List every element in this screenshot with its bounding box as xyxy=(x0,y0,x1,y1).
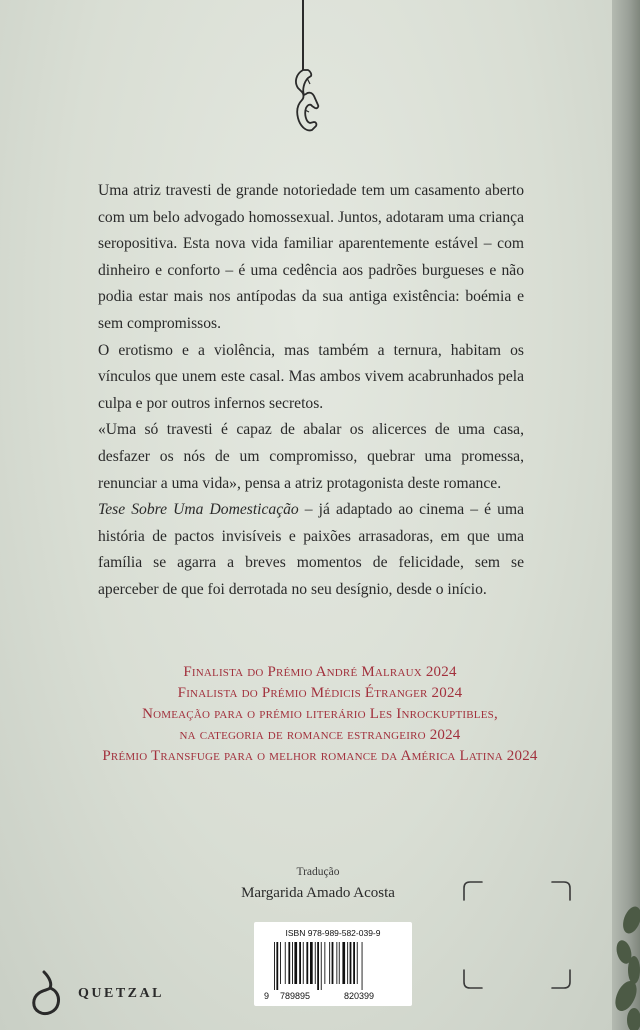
award-line: Finalista do Prémio Médicis Étranger 2024 xyxy=(177,685,463,701)
plant-leaves-icon xyxy=(612,900,640,1030)
barcode-digit-group-1: 789895 xyxy=(280,991,311,1001)
award-line: na categoria de romance estrangeiro 2024 xyxy=(179,727,461,743)
telephone-handset-icon xyxy=(290,68,320,134)
barcode-bar xyxy=(336,942,337,984)
barcode-bar xyxy=(292,942,293,984)
barcode-bar xyxy=(280,942,281,984)
translation-label: Tradução xyxy=(296,866,340,878)
synopsis-paragraph-4 xyxy=(98,497,524,603)
quetzal-logo-icon xyxy=(30,970,62,1016)
synopsis-paragraph-2: O erotismo e a violência, mas também a ternura, habitam os vínculos que unem este casal. Mas ambos vivem acabrunhados pela culpa e por outros infernos secretos. xyxy=(98,341,524,412)
synopsis-paragraph-1: Uma atriz travesti de grande notoriedade tem um casamento aberto com um belo advogado homossexual. Juntos, adotaram uma criança seropositiva. Esta nova vida familiar aparentemente estável – com dinheiro e conforto – é uma cedência aos padrões burgueses e não podia estar mais nos antípodas da sua antiga existência: boémia e sem compromissos. xyxy=(98,182,524,332)
barcode-bar xyxy=(353,942,355,984)
barcode-bar xyxy=(315,942,316,984)
barcode-bar xyxy=(288,942,290,984)
barcode-bar xyxy=(329,942,330,984)
awards-list xyxy=(80,662,560,767)
barcode-bar xyxy=(310,942,313,984)
barcode-bar xyxy=(339,942,340,984)
barcode-digit-group-2: 820399 xyxy=(344,991,375,1001)
synopsis-paragraph-3: «Uma só travesti é capaz de abalar os alicerces de uma casa, desfazer os nós de um compromisso, quebrar uma promessa, renunciar a uma vida», pensa a atriz protagonista deste romance. xyxy=(98,421,524,492)
barcode-bar xyxy=(350,942,352,984)
award-line: Finalista do Prémio André Malraux 2024 xyxy=(183,664,457,680)
barcode-bar xyxy=(347,942,348,984)
barcode-bar xyxy=(276,942,278,990)
barcode-bar xyxy=(303,942,304,984)
barcode-bar xyxy=(357,942,358,984)
corner-marks-icon xyxy=(462,880,572,990)
barcode-digit-first: 9 xyxy=(264,991,270,1001)
synopsis-paragraph-4-text: – já adaptado ao cinema – é uma história de pactos invisíveis e paixões arrasadoras, em que uma família se agarra a breves momentos de felicidade, sem se aperceber de que foi derrotada no seu desígnio, desde o início. xyxy=(98,501,524,598)
barcode-bar xyxy=(317,942,319,990)
barcode-bar xyxy=(306,942,308,984)
synopsis xyxy=(98,178,524,604)
barcode-bar xyxy=(285,942,286,984)
barcode-bar xyxy=(294,942,297,984)
barcode-bar xyxy=(321,942,322,990)
barcode-bar xyxy=(274,942,275,990)
translator-name: Margarida Amado Acosta xyxy=(241,885,395,901)
barcode-bar xyxy=(299,942,301,984)
barcode-bars xyxy=(272,942,398,990)
award-line: Prémio Transfuge para o melhor romance da América Latina 2024 xyxy=(102,748,538,764)
barcode-bar xyxy=(324,942,325,984)
isbn-barcode xyxy=(254,922,412,1006)
award-line: Nomeação para o prémio literário Les Inrockuptibles, xyxy=(142,706,498,722)
barcode-bar xyxy=(332,942,334,984)
publisher-name: QUETZAL xyxy=(78,986,164,1001)
isbn-number: ISBN 978-989-582-039-9 xyxy=(285,928,381,938)
phone-cord xyxy=(302,0,304,70)
barcode-bar xyxy=(362,942,363,990)
book-title: Tese Sobre Uma Domesticação xyxy=(98,501,299,519)
barcode-bar xyxy=(342,942,345,984)
page-edge xyxy=(612,0,640,1030)
